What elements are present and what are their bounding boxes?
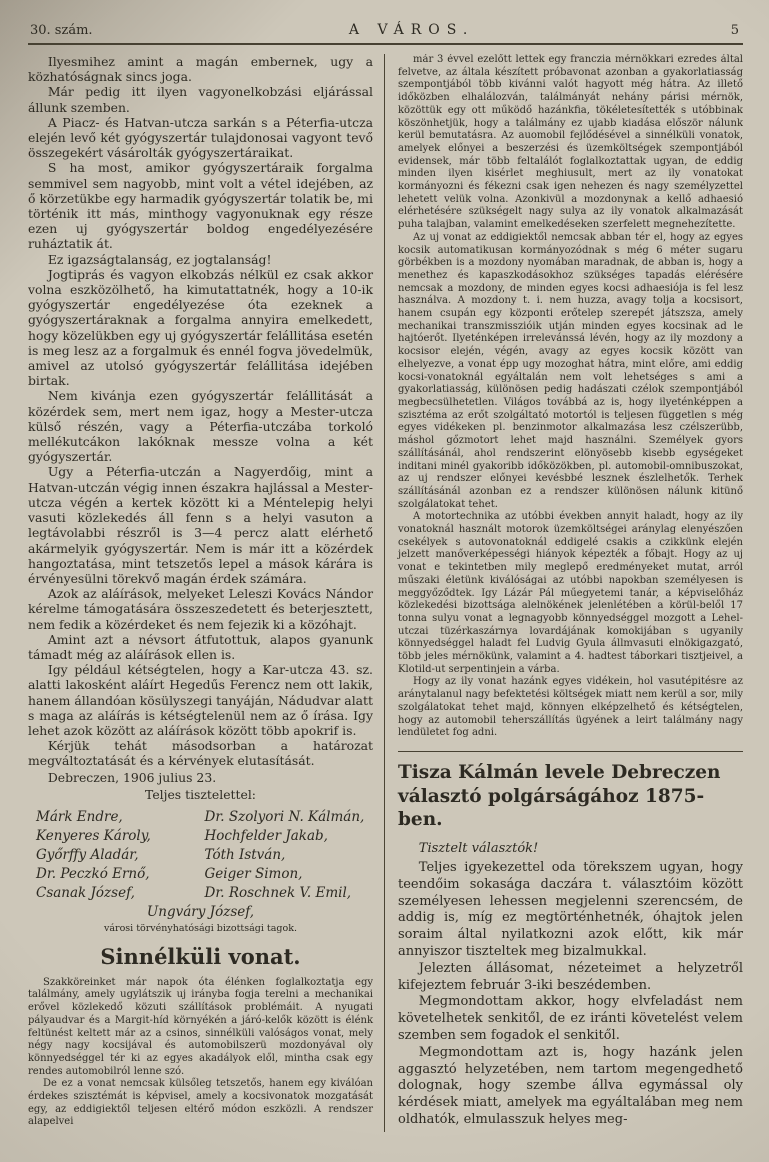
closing-line: Teljes tisztelettel: (145, 786, 256, 802)
signature-name: Kenyeres Károly, (36, 827, 151, 844)
signature-name: Geiger Simon, (204, 865, 303, 882)
article-title-sinnelkuli-vonat: Sinnélküli vonat. (100, 943, 301, 969)
signature-name: Dr. Szolyori N. Kálmán, (204, 808, 365, 825)
article-paragraph: Nem kivánja ezen gyógyszertár felállitását a közérdek sem, mert nem igaz, hogy a Mester-utcza külső részén, vagy a Péterfia-utczába torkoló mellékutcákon lakóknak messze volna a két gyógyszertár. (28, 388, 373, 465)
page-number: 5 (730, 23, 739, 38)
section-rule (398, 751, 743, 752)
article-paragraph: Teljes igyekezettel oda törekszem ugyan, hogy teendőim sokasága daczára t. választóim között személyesen lehessen megjelenni szerencsém, de addig is, míg ez megtörténhetnék, óhajtok jelen soraim által nyilatkozni azok előtt, kik már annyiszor tiszteltek meg bizalmukkal. (398, 859, 743, 959)
article-paragraph: Jogtiprás és vagyon elkobzás nélkül ez csak akkor volna eszközölhető, ha kimutattatnék, hogy a 10-ik gyógyszertár engedélyezése óta ezeknek a gyógyszertáraknak a forgalma annyira emelkedett, hogy közelükben egy uj gyógyszertár felállitása esetén is meg lesz az a forgalmuk és ennél fogva jövedelmük, amivel az utolsó gyógyszertár felállitása idejében birtak. (28, 266, 373, 389)
article-paragraph: A Piacz- és Hatvan-utcza sarkán s a Péterfia-utcza elején levő két gyógyszertár tulajdonosai vagyont tevő összegekért vásárolták gyógyszertáraikat. (28, 114, 373, 161)
signature-name: Hochfelder Jakab, (204, 827, 328, 844)
salutation-line: Tisztelt választók! (418, 840, 539, 856)
article-paragraph: már 3 évvel ezelőtt lettek egy franczia mérnökkari ezredes által felvetve, az általa készített próbavonat azonban a gyakorlatiasság szempontjából több kivánni valót hagyott még hátra. Az illető időközben elhalálozván, találmányát nehány párisi mérnök, közöttük egy ott működő hazánkfia, tökéletesítették s utóbbinak köszönhetjük, hogy a találmány ez ujabb kiadása először nálunk kerül bemutatásra. Az auomobil fejlődésével a sinnélküli vonatok, amelyek előnyei a beszerzési és üzemköltségek szempontjából evidensek, már több feltalálót foglalkoztattak ugyan, de eddig minden ilyen kisérlet meghiusult, mert az ily vonatokat kormányozni és fékezni csak igen nehezen és nagy személyzettel lehetett velük volna. Azonkivül a mozdonynak a kellő adhaesió elérhetésére szükségelt nagy sulya az ily vonatok alkalmazását puha talajban, valamint emelkedéseken szerfelett megnehezítette. (398, 54, 743, 231)
signature-name-center: Ungváry József, (146, 903, 255, 920)
left-column (28, 54, 384, 1132)
article-paragraph: S ha most, amikor gyógyszertáraik forgalma semmivel sem nagyobb, mint volt a vétel idejében, az ő körzetükbe egy harmadik gyógyszertár tolatik be, mi történik itt más, minthogy vagyonuknak egy része ezen uj gyógyszertár boldog engedélyezésére ruháztatik át. (28, 160, 373, 252)
article-paragraph: Hogy az ily vonat hazánk egyes vidékein, hol vasutépitésre az aránytalanul nagy befektetési költségek miatt nem kerül a sor, mily szolgálatokat tehet majd, könnyen elképzelhető és kétségtelen, hogy az automobil teherszállítás ügyének a leirt találmány nagy lendületet fog adni. (398, 676, 743, 739)
signature-name: Dr. Roschnek V. Emil, (204, 884, 352, 901)
article-paragraph: Szakköreinket már napok óta élénken foglalkoztatja egy találmány, amely ugylátszik uj irányba fogja terelni a mechanikai erővel közlekedő közuti szállítások problémáit. A nyugati pályaudvar és a Margit-híd környékén a járó-kelők között is élénk feltünést keltett már az a csinos, sinnélküli valóságos vonat, mely négy nagy kocsijával és automobilszerü mozdonyával oly könnyedséggel tér ki az egyes akadályok elől, mintha csak egy rendes automobilról lenne szó. (28, 976, 373, 1077)
signature-name: Dr. Peczkó Ernő, (36, 865, 150, 882)
article-paragraph: Ilyesmihez amint a magán embernek, ugy a közhatóságnak sincs joga. (28, 54, 373, 85)
columns (28, 54, 743, 1132)
article-paragraph: De ez a vonat nemcsak külsőleg tetszetős, hanem egy kiválóan érdekes szisztémát is képvisel, amely a kocsivonatok mozgatását egy, az eddigiektől teljesen eltérő módon eszközli. A rendszer alapelvei (28, 1078, 373, 1128)
article-paragraph: Amint azt a névsort átfutottuk, alapos gyanunk támadt még az aláírások ellen is. (28, 631, 373, 662)
tisza-article-body (398, 860, 743, 1129)
article-paragraph: Igy például kétségtelen, hogy a Kar-utcza 43. sz. alatti lakosként aláírt Hegedűs Ferencz nem ott lakik, hanem állandóan kösülyszegi tanyáján, Nádudvar alatt s maga az aláírás is kétségtelenül nem az ő írása. Igy lehet azok között az aláírások között több apokrif is. (28, 662, 373, 738)
signatures-left (36, 808, 205, 903)
article-paragraph: Az uj vonat az eddigiektől nemcsak abban tér el, hogy az egyes kocsik automatikusan kormányozódnak s még 6 méter sugaru görbékben is a mozdony nyomában maradnak, de abban is, hogy a menethez és kapaszkodásokhoz szükséges tapadás elérésére nemcsak a mozdony, de minden egyes kocsi adhaesiója is fel lesz használva. A mozdony t. i. nem huzza, avagy tolja a kocsisort, hanem csupán egy központi erőtelep szerepét játszsza, amely mechanikai transzmisszióik utján minden egyes kocsinak ad le hajtóerőt. Ilyeténképen irrelevánssá lévén, hogy az ily mozdony a kocsisor elején, végén, avagy az egyes kocsik között van elhelyezve, a vonat épp ugy mozoghat hátra, mint előre, ami eddig kocsi-vonatoknál egyáltalán nem volt lehetséges s ami a gyakorlatiasság, különösen pedig hadászati czélok szempontjából megbecsülhetetlen. Világos továbbá az is, hogy ilyeténképpen a szisztéma az erőt szolgáltató motortól is teljesen független s még egyes vidékeken pl. benzinmotor alkalmazása lesz czélszerübb, máshol gőzmotort lehet majd használni. Személyek gyors szállításánál, ahol rendszerint elönyösebb kisebb egységeket inditani minél gyakoribb időközökben, pl. automobil-omnibuszokat, az uj rendszer előnyei kevésbbé lesznek észlelhetők. Terhek szállításánál azonban ez a rendszer különösen nálunk kitünő szolgálatokat tehet. (398, 231, 743, 510)
masthead-rule (28, 43, 743, 45)
article-title-tisza-letter: Tisza Kálmán levele Debreczen választó polgárságához 1875-ben. (398, 761, 721, 831)
dateline: Debreczen, 1906 julius 23. (47, 769, 217, 785)
article-paragraph: Azok az aláírások, melyeket Leleszi Kovács Nándor kérelme támogatására összeszedetett és beterjesztett, nem fedik a közérdeket és nem fejezik ki a közóhajt. (28, 586, 373, 632)
masthead (28, 22, 743, 43)
signature-name: Győrffy Aladár, (36, 846, 139, 863)
right-column (385, 54, 743, 1132)
article-paragraph: Megmondottam akkor, hogy elvfeladást nem követelhetek senkitől, de ez iránti követelést velem szemben sem fogadok el senkitől. (398, 994, 743, 1043)
train-article-body-left (28, 977, 373, 1129)
signature-name: Márk Endre, (36, 808, 123, 825)
train-article-body-right (398, 54, 743, 740)
newspaper-title: A VÁROS. (348, 22, 475, 38)
issue-number: 30. szám. (30, 23, 93, 38)
article-paragraph: Ez igazságtalanság, ez jogtalanság! (47, 251, 272, 267)
signature-block (28, 808, 373, 903)
article-paragraph: Megmondottam azt is, hogy hazánk jelen aggasztó helyzetében, nem tartom megengedhető dolognak, hogy szembe állva egymással oly kérdések miatt, amelyek ma egyáltalában meg nem oldhatók, elmulasszuk helyes meg- (398, 1044, 743, 1127)
signature-name: Tóth István, (204, 846, 286, 863)
article-paragraph: Jelezten állásomat, nézeteimet a helyzetről kifejeztem február 3-iki beszédemben. (398, 960, 743, 993)
petition-article-body (28, 54, 373, 769)
article-paragraph: A motortechnika az utóbbi években annyit haladt, hogy az ily vonatoknál használt motorok üzemköltségei aránylag elenyészően csekélyek s autovonatoknál eddigelé csakis a czikkünk elején jelzett manőverképességi hiányok képezték a főbajt. Hogy az uj vonat e tekintetben mily meglepő eredményeket mutat, arról műszaki életünk kiválóságai az utóbbi napokban személyesen is meggyőződtek. Igy Lázár Pál műegyetemi tanár, a képviselőház közlekedési bizottsága alelnökének jelenlétében a körül-belől 17 tonna sulyu vonat a legnagyobb könnyedséggel mozgott a Lehel-utczai tüzérkaszárnya lovardájának komokijában s ugyanily könnyedséggel haladt fel Ludvig Gyula állmvasuti elnökigazgató, több jeles mérnökünk, valamint a 4. hadtest táborkari tisztjeivel, a Klotild-ut serpentinjein a várba. (398, 511, 743, 675)
signature-caption: városi törvényhatósági bizottsági tagok. (104, 922, 297, 934)
signature-name: Csanak József, (36, 884, 135, 901)
article-paragraph: Ugy a Péterfia-utczán a Nagyerdőig, mint a Hatvan-utczán végig innen északra hajlással a Mester-utcza végén a kertek között ki a Méntelepig helyi vasuti közlekedés áll fenn s a helyi vasuton a legtávolabbi részről is 3—4 percz alatt elérhető akármelyik gyógyszertár. Nem is már itt a közérdek hangoztatása, mint tetszetős lepel a mások kárára is érvényesülni törekvő magán érdek számára. (28, 464, 373, 586)
signatures-right (205, 808, 374, 903)
article-paragraph: Kérjük tehát másodsorban a határozat megváltoztatását és a kérvények elutasítását. (28, 738, 373, 769)
article-paragraph: Már pedig itt ilyen vagyonelkobzási eljárással állunk szemben. (28, 84, 373, 115)
